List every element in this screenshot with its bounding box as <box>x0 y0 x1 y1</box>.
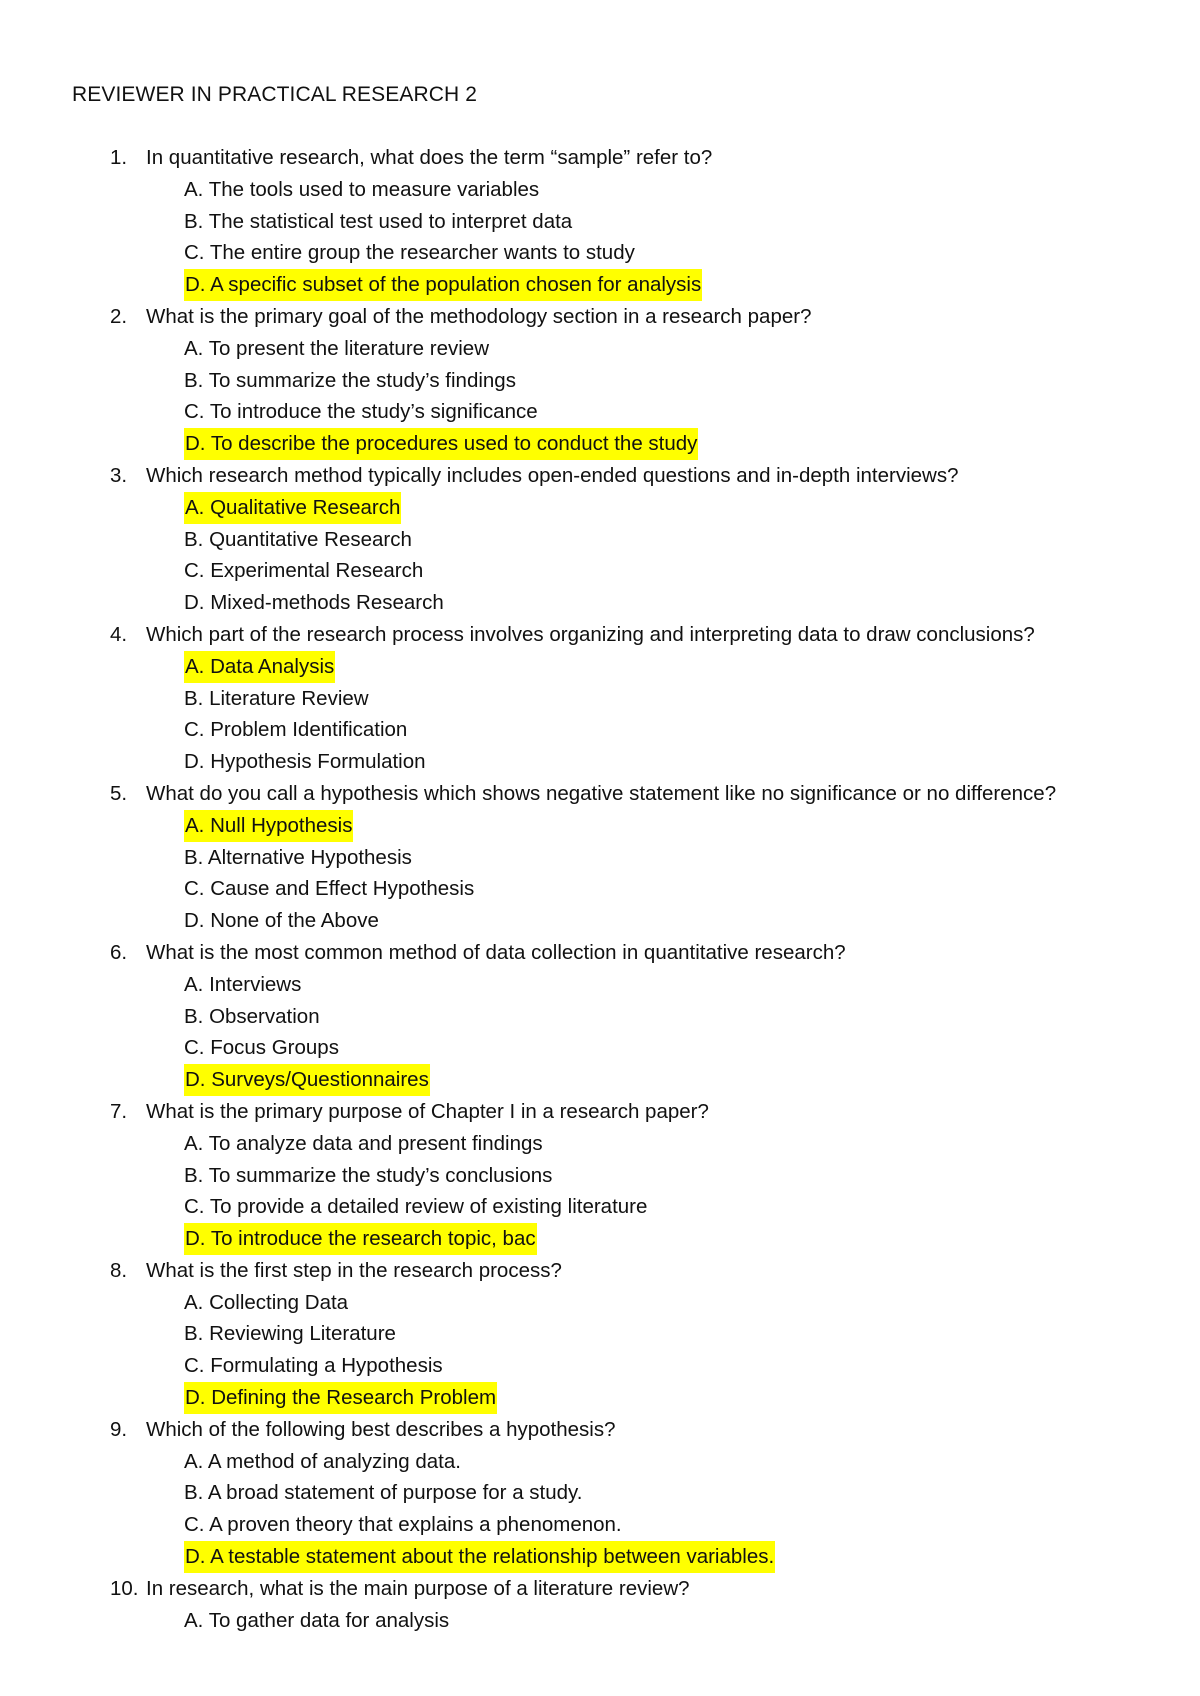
option-text: C. Experimental Research <box>184 559 424 583</box>
option-item <box>0 524 1200 556</box>
option-text: B. The statistical test used to interpret data <box>184 209 573 233</box>
option-text: A. The tools used to measure variables <box>184 177 540 201</box>
question-item <box>0 1096 1200 1128</box>
question-number: 6. <box>110 940 128 964</box>
option-item <box>0 587 1200 619</box>
question-text: Which of the following best describes a hypothesis? <box>146 1417 616 1441</box>
question-text: What is the first step in the research process? <box>146 1258 562 1282</box>
option-item <box>0 683 1200 715</box>
option-text-highlighted: D. To introduce the research topic, bac <box>184 1223 537 1255</box>
option-item <box>0 237 1200 269</box>
question-item <box>0 1573 1200 1605</box>
option-item <box>0 492 1200 524</box>
option-text-highlighted: D. A testable statement about the relationship between variables. <box>184 1541 775 1573</box>
question-text: In research, what is the main purpose of a literature review? <box>146 1576 690 1600</box>
option-text: C. Cause and Effect Hypothesis <box>184 877 475 901</box>
option-text: D. Mixed-methods Research <box>184 591 444 615</box>
question-text: What is the primary goal of the methodology section in a research paper? <box>146 304 812 328</box>
option-item <box>0 555 1200 587</box>
option-text: D. Hypothesis Formulation <box>184 750 426 774</box>
question-number: 4. <box>110 622 128 646</box>
question-item <box>0 142 1200 174</box>
option-text: A. To present the literature review <box>184 336 489 360</box>
question-item <box>0 937 1200 969</box>
option-text: A. To gather data for analysis <box>184 1608 450 1632</box>
question-number: 8. <box>110 1258 128 1282</box>
question-item <box>0 1255 1200 1287</box>
option-text: B. Alternative Hypothesis <box>184 845 412 869</box>
option-item <box>0 428 1200 460</box>
option-text: C. A proven theory that explains a phenomenon. <box>184 1513 622 1537</box>
question-number: 9. <box>110 1417 128 1441</box>
option-text: C. The entire group the researcher wants to study <box>184 241 635 265</box>
option-text: B. To summarize the study’s conclusions <box>184 1163 553 1187</box>
option-item <box>0 1064 1200 1096</box>
option-item <box>0 1382 1200 1414</box>
option-item <box>0 1477 1200 1509</box>
option-text-highlighted: A. Qualitative Research <box>184 492 401 524</box>
option-text-highlighted: A. Data Analysis <box>184 651 335 683</box>
option-item <box>0 1287 1200 1319</box>
option-item <box>0 1128 1200 1160</box>
option-item <box>0 1001 1200 1033</box>
option-text: C. Formulating a Hypothesis <box>184 1354 443 1378</box>
option-text: B. Literature Review <box>184 686 369 710</box>
option-item <box>0 1318 1200 1350</box>
option-text-highlighted: D. To describe the procedures used to conduct the study <box>184 428 698 460</box>
question-item <box>0 619 1200 651</box>
question-item <box>0 460 1200 492</box>
option-text-highlighted: D. Surveys/Questionnaires <box>184 1064 430 1096</box>
option-item <box>0 333 1200 365</box>
question-text: What is the primary purpose of Chapter I in a research paper? <box>146 1099 709 1123</box>
option-item <box>0 1191 1200 1223</box>
question-number: 3. <box>110 463 128 487</box>
option-text: B. A broad statement of purpose for a study. <box>184 1481 583 1505</box>
question-text: In quantitative research, what does the term “sample” refer to? <box>146 146 713 169</box>
option-text-highlighted: D. Defining the Research Problem <box>184 1382 497 1414</box>
option-text-highlighted: A. Null Hypothesis <box>184 810 353 842</box>
option-item <box>0 1446 1200 1478</box>
option-item <box>0 969 1200 1001</box>
option-item <box>0 810 1200 842</box>
option-item <box>0 1032 1200 1064</box>
option-item <box>0 714 1200 746</box>
option-text: A. A method of analyzing data. <box>184 1449 461 1473</box>
option-item <box>0 1223 1200 1255</box>
option-item <box>0 1160 1200 1192</box>
question-item <box>0 778 1200 810</box>
option-item <box>0 174 1200 206</box>
question-item <box>0 1414 1200 1446</box>
option-item <box>0 396 1200 428</box>
option-text: C. To introduce the study’s significance <box>184 400 538 424</box>
option-item <box>0 746 1200 778</box>
option-text: D. None of the Above <box>184 909 379 933</box>
question-number: 5. <box>110 781 128 805</box>
option-item <box>0 1509 1200 1541</box>
option-item <box>0 905 1200 937</box>
option-item <box>0 1605 1200 1637</box>
option-text: B. To summarize the study’s findings <box>184 368 516 392</box>
question-list <box>0 142 1200 1636</box>
question-text: What is the most common method of data collection in quantitative research? <box>146 940 846 964</box>
question-number: 10. <box>110 1576 139 1600</box>
option-text: B. Observation <box>184 1004 320 1028</box>
question-item <box>0 301 1200 333</box>
option-text: C. To provide a detailed review of existing literature <box>184 1195 648 1219</box>
option-item <box>0 269 1200 301</box>
option-text: B. Quantitative Research <box>184 527 412 551</box>
option-item <box>0 1541 1200 1573</box>
option-item <box>0 873 1200 905</box>
question-text: Which part of the research process involves organizing and interpreting data to draw conclusions? <box>146 622 1035 646</box>
document-title: REVIEWER IN PRACTICAL RESEARCH 2 <box>72 83 477 106</box>
option-text: C. Focus Groups <box>184 1036 339 1060</box>
option-text: B. Reviewing Literature <box>184 1322 396 1346</box>
option-item <box>0 206 1200 238</box>
option-text: A. To analyze data and present findings <box>184 1131 543 1155</box>
option-item <box>0 365 1200 397</box>
option-text-highlighted: D. A specific subset of the population chosen for analysis <box>184 269 702 301</box>
option-item <box>0 1350 1200 1382</box>
question-number: 2. <box>110 304 128 328</box>
option-item <box>0 842 1200 874</box>
question-text: Which research method typically includes open-ended questions and in-depth interviews? <box>146 463 959 487</box>
option-item <box>0 651 1200 683</box>
option-text: C. Problem Identification <box>184 718 408 742</box>
question-number: 1. <box>110 146 128 169</box>
question-number: 7. <box>110 1099 128 1123</box>
option-text: A. Interviews <box>184 972 302 996</box>
question-text: What do you call a hypothesis which shows negative statement like no significance or no difference? <box>146 781 1057 805</box>
option-text: A. Collecting Data <box>184 1290 349 1314</box>
